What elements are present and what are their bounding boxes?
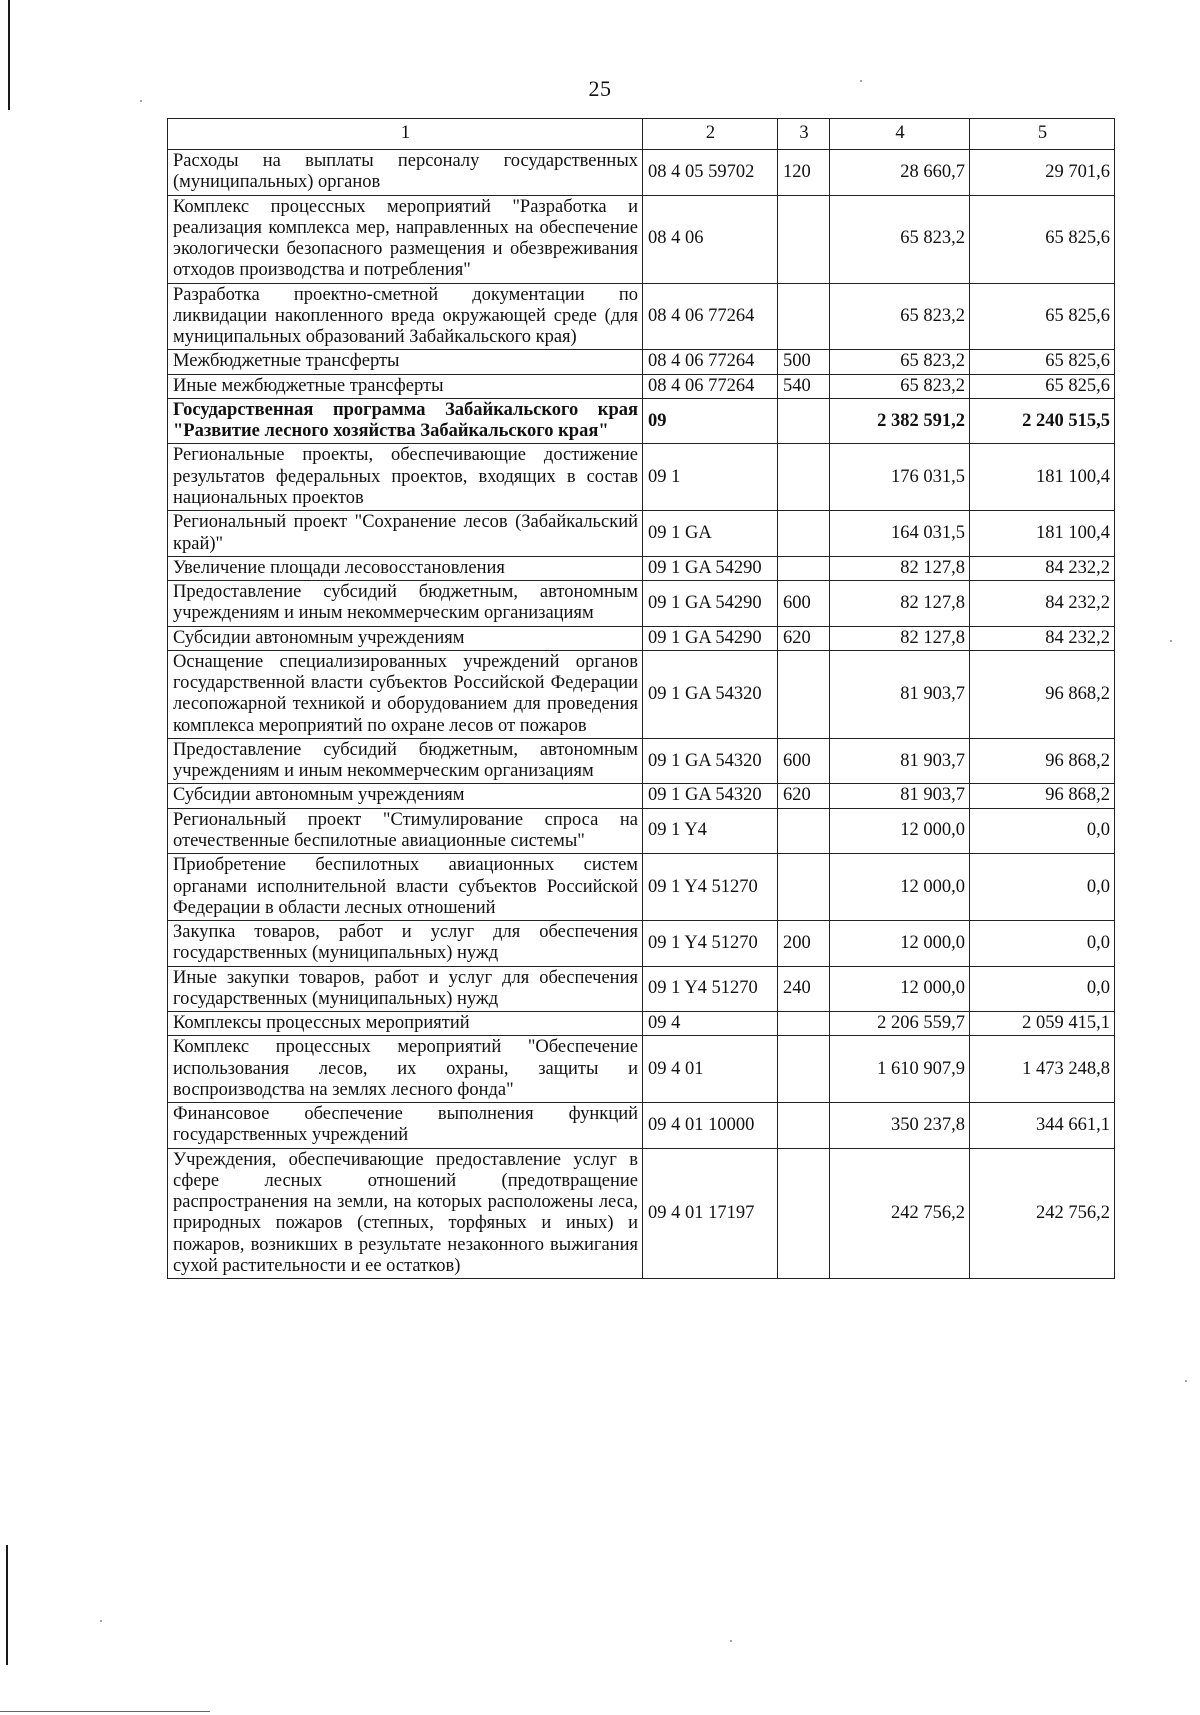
row-sum-year2-cell: 181 100,4 bbox=[970, 511, 1115, 557]
row-sum-year1-cell: 242 756,2 bbox=[830, 1148, 970, 1279]
row-type-cell bbox=[778, 650, 830, 738]
row-name-cell: Увеличение площади лесовосстановления bbox=[168, 556, 643, 580]
row-code-cell: 09 4 01 10000 bbox=[643, 1103, 778, 1149]
row-type-cell: 600 bbox=[778, 738, 830, 784]
row-sum-year2-cell: 96 868,2 bbox=[970, 738, 1115, 784]
row-name-cell: Разработка проектно-сметной документации по ликвидации накопленного вреда окружающей среде (для муниципальных образований Забайкальского края) bbox=[168, 283, 643, 350]
row-code-cell: 08 4 05 59702 bbox=[643, 150, 778, 196]
row-sum-year1-cell: 81 903,7 bbox=[830, 784, 970, 808]
row-sum-year2-cell: 0,0 bbox=[970, 921, 1115, 967]
row-sum-year1-cell: 82 127,8 bbox=[830, 581, 970, 627]
row-code-cell: 08 4 06 77264 bbox=[643, 283, 778, 350]
budget-table-body bbox=[168, 119, 1115, 1279]
row-name-cell: Региональные проекты, обеспечивающие достижение результатов федеральных проектов, входящих в состав национальных проектов bbox=[168, 444, 643, 511]
row-type-cell bbox=[778, 1148, 830, 1279]
row-name-cell: Закупка товаров, работ и услуг для обеспечения государственных (муниципальных) нужд bbox=[168, 921, 643, 967]
table-row bbox=[168, 1148, 1115, 1279]
row-type-cell bbox=[778, 283, 830, 350]
row-sum-year1-cell: 2 206 559,7 bbox=[830, 1012, 970, 1036]
row-type-cell bbox=[778, 1103, 830, 1149]
row-code-cell: 09 1 GA 54320 bbox=[643, 650, 778, 738]
scan-speck bbox=[1170, 640, 1172, 642]
row-sum-year2-cell: 2 240 515,5 bbox=[970, 398, 1115, 444]
row-code-cell: 09 1 GA 54290 bbox=[643, 581, 778, 627]
row-code-cell: 09 1 GA 54320 bbox=[643, 738, 778, 784]
row-sum-year1-cell: 2 382 591,2 bbox=[830, 398, 970, 444]
row-name-cell: Межбюджетные трансферты bbox=[168, 350, 643, 374]
row-sum-year2-cell: 65 825,6 bbox=[970, 283, 1115, 350]
table-row bbox=[168, 444, 1115, 511]
row-code-cell: 09 4 bbox=[643, 1012, 778, 1036]
row-code-cell: 09 bbox=[643, 398, 778, 444]
row-name-cell: Учреждения, обеспечивающие предоставление услуг в сфере лесных отношений (предотвращение распространения на земли, на которых расположены леса, природных пожаров (степных, торфяных и иных) и пожаров, возникших в результате незаконного выжигания сухой растительности и ее остатков) bbox=[168, 1148, 643, 1279]
table-row bbox=[168, 966, 1115, 1012]
row-name-cell: Региональный проект "Стимулирование спроса на отечественные беспилотные авиационные системы" bbox=[168, 808, 643, 854]
row-sum-year2-cell: 96 868,2 bbox=[970, 784, 1115, 808]
scan-speck bbox=[730, 1640, 732, 1642]
row-type-cell: 500 bbox=[778, 350, 830, 374]
row-code-cell: 09 1 GA 54320 bbox=[643, 784, 778, 808]
row-name-cell: Комплекс процессных мероприятий "Разработка и реализация комплекса мер, направленных на обеспечение экологически безопасного размещения и обезвреживания отходов производства и потребления" bbox=[168, 195, 643, 283]
row-name-cell: Комплексы процессных мероприятий bbox=[168, 1012, 643, 1036]
row-name-cell: Иные межбюджетные трансферты bbox=[168, 374, 643, 398]
row-sum-year2-cell: 65 825,6 bbox=[970, 350, 1115, 374]
table-header-row bbox=[168, 119, 1115, 150]
row-code-cell: 09 4 01 bbox=[643, 1036, 778, 1103]
row-sum-year1-cell: 12 000,0 bbox=[830, 808, 970, 854]
row-type-cell: 620 bbox=[778, 626, 830, 650]
table-row bbox=[168, 556, 1115, 580]
scan-edge-line bbox=[0, 1711, 210, 1712]
row-sum-year2-cell: 65 825,6 bbox=[970, 374, 1115, 398]
row-type-cell bbox=[778, 1012, 830, 1036]
row-code-cell: 09 1 GA 54290 bbox=[643, 626, 778, 650]
table-row bbox=[168, 581, 1115, 627]
row-name-cell: Региональный проект "Сохранение лесов (Забайкальский край)" bbox=[168, 511, 643, 557]
row-code-cell: 09 1 bbox=[643, 444, 778, 511]
row-name-cell: Иные закупки товаров, работ и услуг для обеспечения государственных (муниципальных) нужд bbox=[168, 966, 643, 1012]
row-code-cell: 09 1 Y4 51270 bbox=[643, 966, 778, 1012]
column-header: 2 bbox=[643, 119, 778, 150]
table-row bbox=[168, 1036, 1115, 1103]
row-code-cell: 09 1 Y4 51270 bbox=[643, 921, 778, 967]
row-sum-year1-cell: 12 000,0 bbox=[830, 966, 970, 1012]
row-sum-year2-cell: 181 100,4 bbox=[970, 444, 1115, 511]
row-code-cell: 09 1 GA 54290 bbox=[643, 556, 778, 580]
row-sum-year2-cell: 84 232,2 bbox=[970, 581, 1115, 627]
row-type-cell bbox=[778, 556, 830, 580]
row-sum-year2-cell: 84 232,2 bbox=[970, 626, 1115, 650]
row-type-cell bbox=[778, 195, 830, 283]
row-sum-year1-cell: 65 823,2 bbox=[830, 195, 970, 283]
row-sum-year1-cell: 65 823,2 bbox=[830, 350, 970, 374]
row-code-cell: 09 1 GA bbox=[643, 511, 778, 557]
row-type-cell bbox=[778, 511, 830, 557]
table-row bbox=[168, 1012, 1115, 1036]
table-row bbox=[168, 398, 1115, 444]
row-sum-year2-cell: 0,0 bbox=[970, 808, 1115, 854]
column-header: 1 bbox=[168, 119, 643, 150]
row-code-cell: 08 4 06 77264 bbox=[643, 374, 778, 398]
row-type-cell bbox=[778, 1036, 830, 1103]
table-row bbox=[168, 854, 1115, 921]
row-code-cell: 09 1 Y4 bbox=[643, 808, 778, 854]
scan-speck bbox=[100, 1620, 102, 1622]
row-type-cell: 600 bbox=[778, 581, 830, 627]
row-name-cell: Комплекс процессных мероприятий "Обеспечение использования лесов, их охраны, защиты и воспроизводства на землях лесного фонда" bbox=[168, 1036, 643, 1103]
row-code-cell: 08 4 06 77264 bbox=[643, 350, 778, 374]
scan-edge-mark bbox=[6, 1545, 8, 1665]
row-sum-year1-cell: 65 823,2 bbox=[830, 374, 970, 398]
row-sum-year2-cell: 1 473 248,8 bbox=[970, 1036, 1115, 1103]
row-sum-year2-cell: 344 661,1 bbox=[970, 1103, 1115, 1149]
row-type-cell: 200 bbox=[778, 921, 830, 967]
row-code-cell: 09 4 01 17197 bbox=[643, 1148, 778, 1279]
row-sum-year1-cell: 82 127,8 bbox=[830, 626, 970, 650]
row-sum-year2-cell: 2 059 415,1 bbox=[970, 1012, 1115, 1036]
column-header: 3 bbox=[778, 119, 830, 150]
row-sum-year1-cell: 12 000,0 bbox=[830, 921, 970, 967]
row-name-cell: Расходы на выплаты персоналу государственных (муниципальных) органов bbox=[168, 150, 643, 196]
row-sum-year1-cell: 1 610 907,9 bbox=[830, 1036, 970, 1103]
row-sum-year1-cell: 65 823,2 bbox=[830, 283, 970, 350]
row-type-cell: 120 bbox=[778, 150, 830, 196]
row-sum-year2-cell: 96 868,2 bbox=[970, 650, 1115, 738]
table-row bbox=[168, 1103, 1115, 1149]
page-number: 25 bbox=[588, 76, 612, 101]
row-name-cell: Субсидии автономным учреждениям bbox=[168, 626, 643, 650]
row-sum-year2-cell: 242 756,2 bbox=[970, 1148, 1115, 1279]
row-sum-year2-cell: 84 232,2 bbox=[970, 556, 1115, 580]
row-code-cell: 09 1 Y4 51270 bbox=[643, 854, 778, 921]
row-sum-year2-cell: 0,0 bbox=[970, 854, 1115, 921]
row-name-cell: Субсидии автономным учреждениям bbox=[168, 784, 643, 808]
row-sum-year2-cell: 65 825,6 bbox=[970, 195, 1115, 283]
row-sum-year1-cell: 12 000,0 bbox=[830, 854, 970, 921]
row-type-cell: 540 bbox=[778, 374, 830, 398]
row-sum-year2-cell: 0,0 bbox=[970, 966, 1115, 1012]
row-name-cell: Приобретение беспилотных авиационных систем органами исполнительной власти субъектов Российской Федерации в области лесных отношений bbox=[168, 854, 643, 921]
row-type-cell bbox=[778, 398, 830, 444]
table-row bbox=[168, 195, 1115, 283]
column-header: 5 bbox=[970, 119, 1115, 150]
row-type-cell bbox=[778, 808, 830, 854]
table-row bbox=[168, 784, 1115, 808]
row-sum-year1-cell: 81 903,7 bbox=[830, 650, 970, 738]
row-sum-year1-cell: 350 237,8 bbox=[830, 1103, 970, 1149]
table-row bbox=[168, 921, 1115, 967]
table-row bbox=[168, 808, 1115, 854]
row-type-cell: 620 bbox=[778, 784, 830, 808]
scan-speck bbox=[1185, 1380, 1187, 1382]
table-row bbox=[168, 626, 1115, 650]
row-code-cell: 08 4 06 bbox=[643, 195, 778, 283]
row-sum-year1-cell: 164 031,5 bbox=[830, 511, 970, 557]
table-row bbox=[168, 374, 1115, 398]
row-name-cell: Предоставление субсидий бюджетным, автономным учреждениям и иным некоммерческим организациям bbox=[168, 738, 643, 784]
row-sum-year1-cell: 82 127,8 bbox=[830, 556, 970, 580]
row-name-cell: Предоставление субсидий бюджетным, автономным учреждениям и иным некоммерческим организациям bbox=[168, 581, 643, 627]
table-row bbox=[168, 350, 1115, 374]
table-row bbox=[168, 650, 1115, 738]
row-name-cell: Оснащение специализированных учреждений органов государственной власти субъектов Российской Федерации лесопожарной техникой и оборудованием для проведения комплекса мероприятий по охране лесов от пожаров bbox=[168, 650, 643, 738]
table-row bbox=[168, 150, 1115, 196]
row-sum-year2-cell: 29 701,6 bbox=[970, 150, 1115, 196]
row-type-cell bbox=[778, 854, 830, 921]
row-type-cell bbox=[778, 444, 830, 511]
row-sum-year1-cell: 28 660,7 bbox=[830, 150, 970, 196]
row-sum-year1-cell: 81 903,7 bbox=[830, 738, 970, 784]
row-type-cell: 240 bbox=[778, 966, 830, 1012]
column-header: 4 bbox=[830, 119, 970, 150]
row-name-cell: Финансовое обеспечение выполнения функций государственных учреждений bbox=[168, 1103, 643, 1149]
budget-table bbox=[167, 118, 1115, 1279]
table-row bbox=[168, 511, 1115, 557]
row-name-cell: Государственная программа Забайкальского края "Развитие лесного хозяйства Забайкальского края" bbox=[168, 398, 643, 444]
row-sum-year1-cell: 176 031,5 bbox=[830, 444, 970, 511]
table-row bbox=[168, 283, 1115, 350]
table-row bbox=[168, 738, 1115, 784]
